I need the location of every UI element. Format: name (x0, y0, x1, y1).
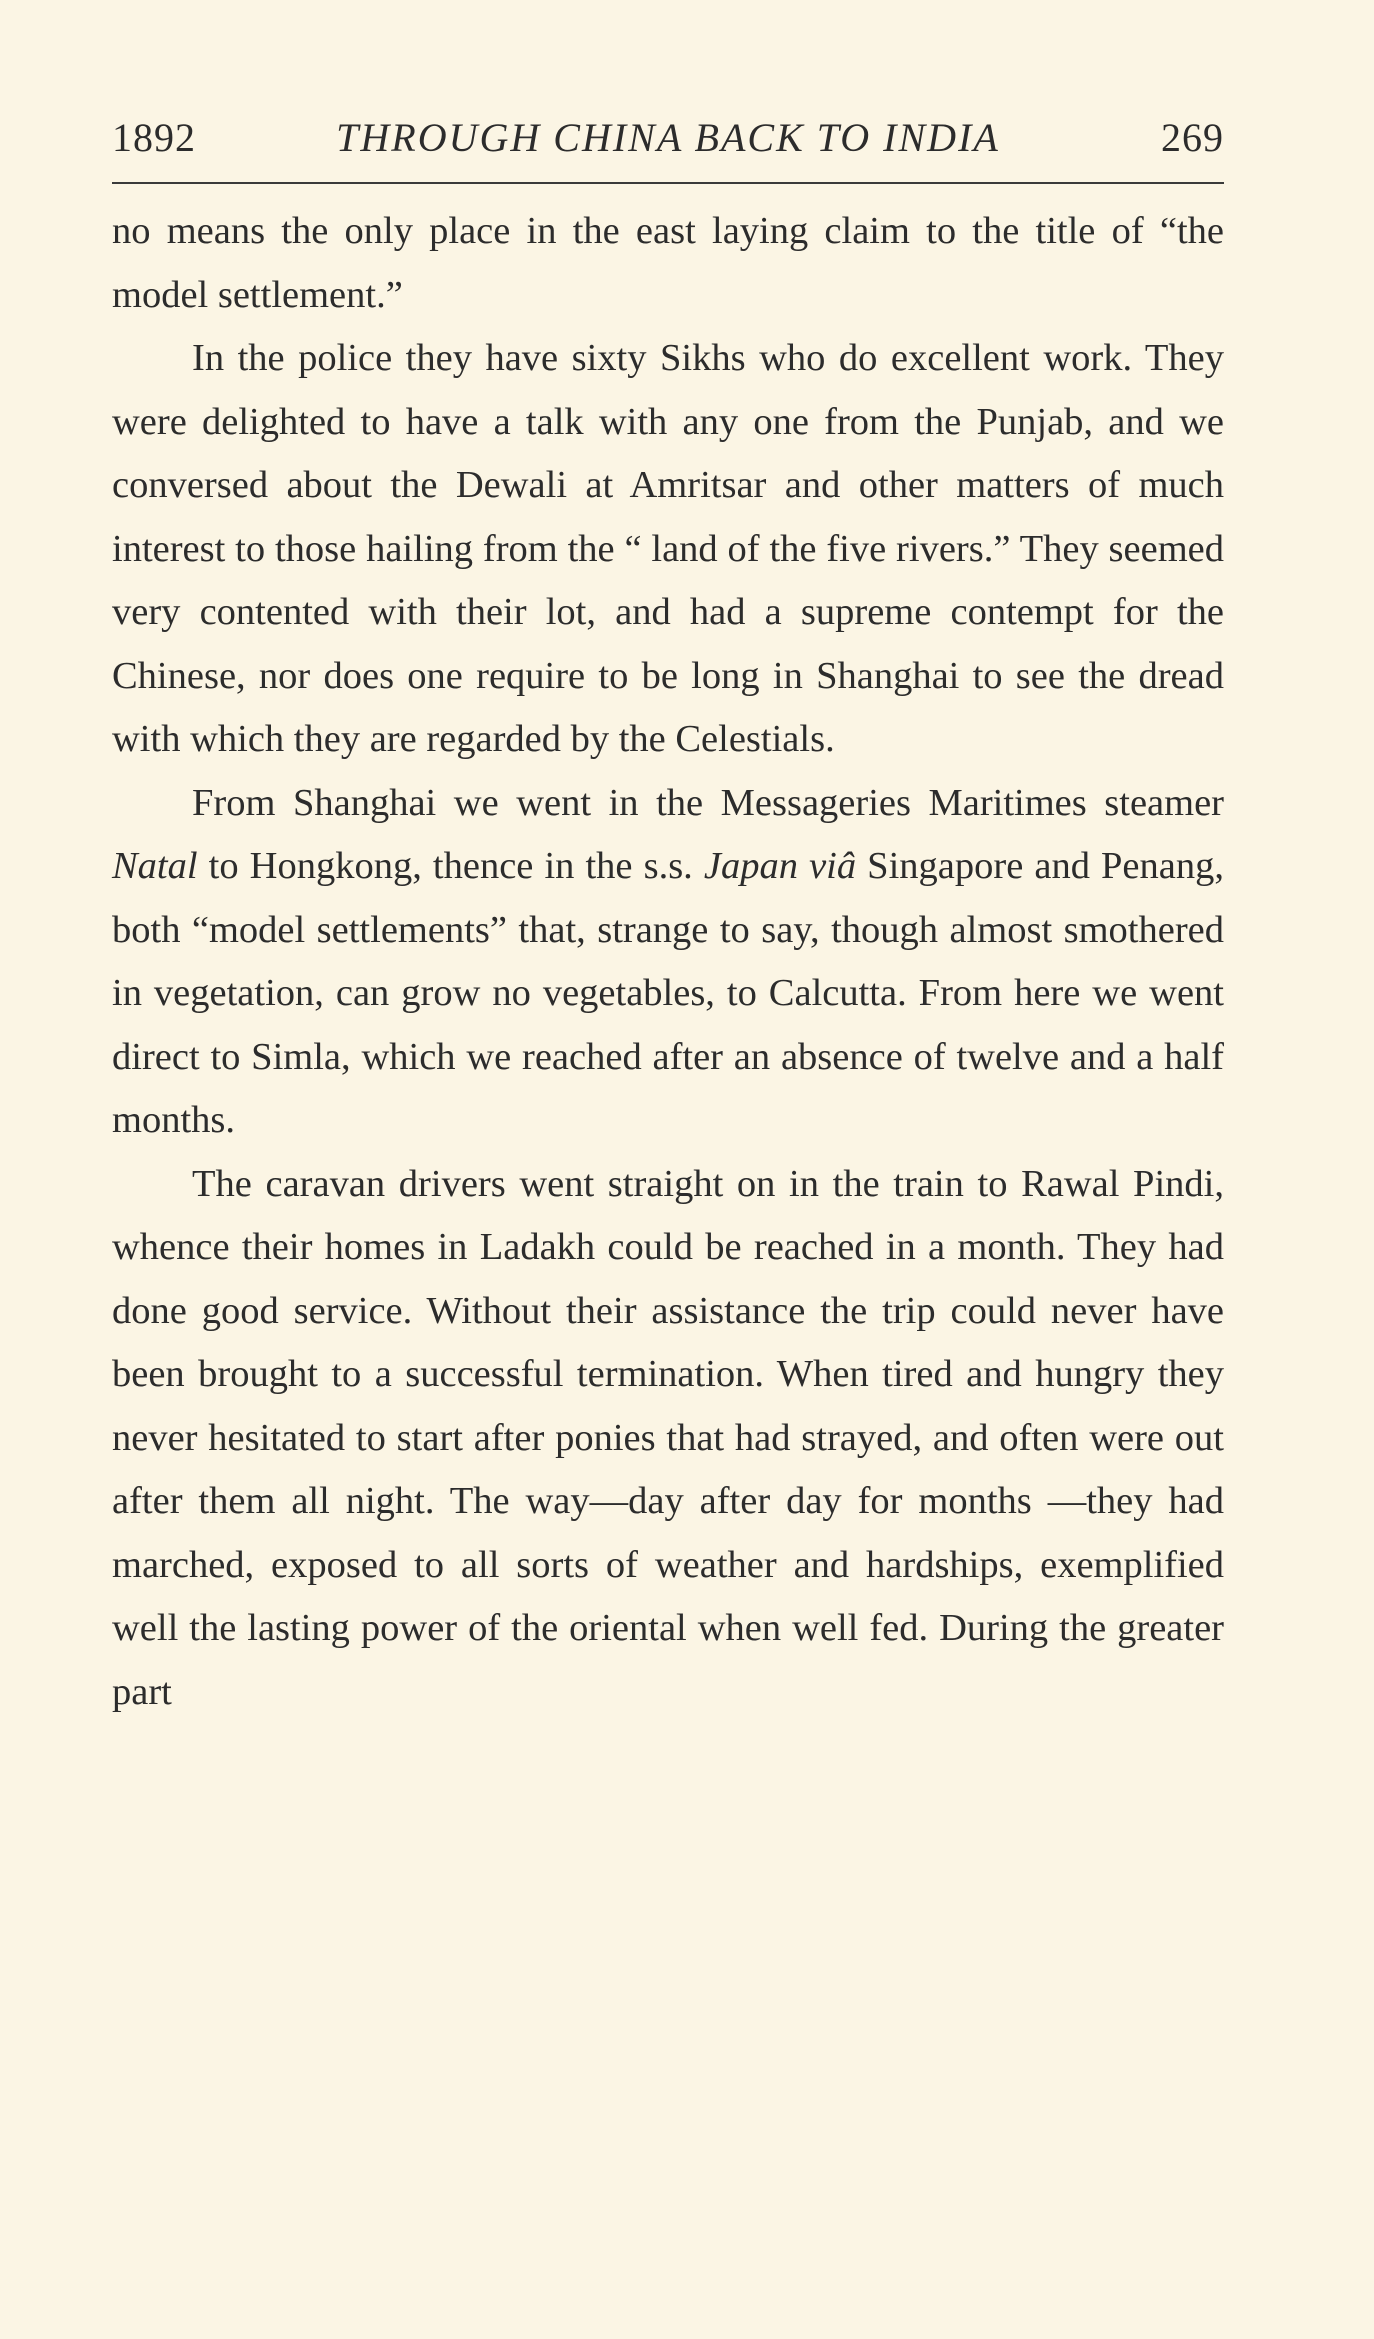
via-word: viâ (809, 845, 857, 887)
paragraph-3-part-2: to Hongkong, thence in the s.s. (197, 845, 704, 887)
header-year: 1892 (112, 115, 196, 160)
book-page (112, 104, 1224, 1724)
paragraph-4: The caravan drivers went straight on in the train to Rawal Pindi, whence their homes in Ladakh could be reached in a month. They had done good service. Without their assistance the trip could never have been brought to a successful termination. When tired and hungry they never hesitated to start after ponies that had strayed, and often were out after them all night. The way—day after day for months —they had marched, exposed to all sorts of weather and hardships, exemplified well the lasting power of the oriental when well fed. During the greater part (112, 1162, 1224, 1713)
body-text (112, 200, 1224, 1724)
header-rule (112, 182, 1224, 184)
paragraph-2: In the police they have sixty Sikhs who do excellent work. They were delighted to have a talk with any one from the Punjab, and we conversed about the Dewali at Amritsar and other matters of much interest to those hailing from the “ land of the five rivers.” They seemed very contented with their lot, and had a supreme contempt for the Chinese, nor does one require to be long in Shanghai to see the dread with which they are regarded by the Celestials. (112, 337, 1224, 760)
running-head (112, 104, 1224, 172)
ship-name-natal: Natal (112, 845, 198, 887)
paragraph-1: no means the only place in the east laying claim to the title of “the model settlement.” (112, 210, 1224, 316)
page-number: 269 (1161, 115, 1224, 160)
header-title: THROUGH CHINA BACK TO INDIA (336, 115, 1000, 160)
paragraph-3-part-1: From Shanghai we went in the Messageries Maritimes steamer (192, 781, 1224, 824)
ship-name-japan: Japan (703, 845, 798, 887)
paragraph-3 (112, 772, 1224, 1153)
paragraph-3-part-3: Singapore and Penang, both “model settlements” that, strange to say, though almost smothered in vegetation, can grow no vegetables, to Calcutta. From here we went direct to Simla, which we reached after an absence of twelve and a half months. (112, 845, 1224, 1141)
